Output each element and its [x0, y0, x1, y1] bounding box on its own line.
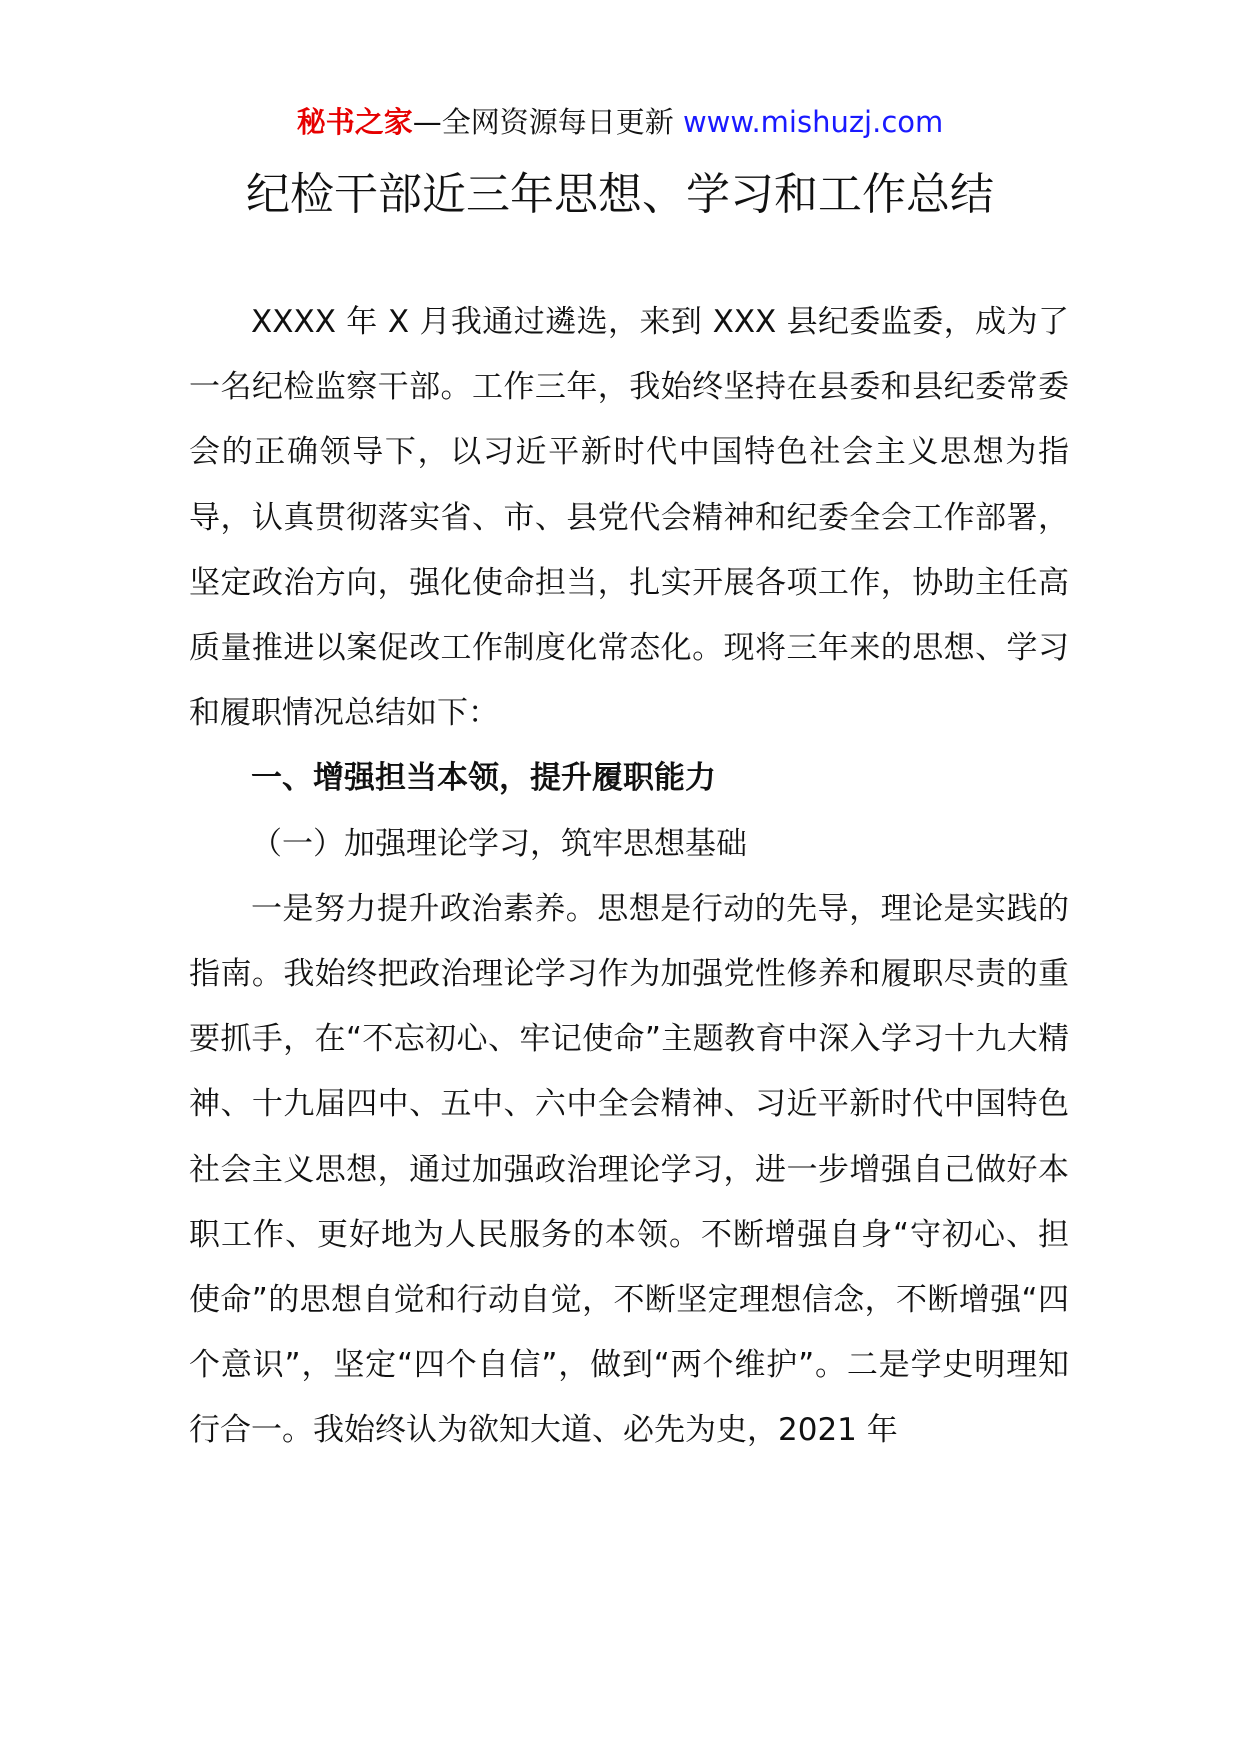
- subsection-heading: （一）加强理论学习，筑牢思想基础: [251, 825, 747, 862]
- site-url-link[interactable]: www.mishuzj.com: [682, 105, 944, 139]
- document-title: 纪检干部近三年思想、学习和工作总结: [246, 169, 994, 220]
- site-tagline: —全网资源每日更新: [412, 105, 674, 139]
- section-heading: 一、增强担当本领，提升履职能力: [251, 760, 716, 797]
- intro-paragraph: XXXX 年 X 月我通过遴选，来到 XXX 县纪委监委，成为了一名纪检监察干部。工作三年，我始终坚持在县委和县纪委常委会的正确领导下，以习近平新时代中国特色社会主义思想为指导，认真贯彻落实省、市、县党代会精神和纪委全会工作部署，坚定政治方向，强化使命担当，扎实开展各项工作，协助主任高质量推进以案促改工作制度化常态化。现将三年来的思想、学习和履职情况总结如下：: [189, 304, 1069, 732]
- site-brand: 秘书之家: [296, 105, 413, 139]
- body-paragraph: 一是努力提升政治素养。思想是行动的先导，理论是实践的指南。我始终把政治理论学习作为加强党性修养和履职尽责的重要抓手，在“不忘初心、牢记使命”主题教育中深入学习十九大精神、十九届四中、五中、六中全会精神、习近平新时代中国特色社会主义思想，通过加强政治理论学习，进一步增强自己做好本职工作、更好地为人民服务的本领。不断增强自身“守初心、担使命”的思想自觉和行动自觉，不断坚定理想信念，不断增强“四个意识”，坚定“四个自信”，做到“两个维护”。二是学史明理知行合一。我始终认为欲知大道、必先为史，2021 年: [189, 890, 1069, 1449]
- document-body: [189, 290, 1069, 1464]
- site-header: [0, 100, 1240, 144]
